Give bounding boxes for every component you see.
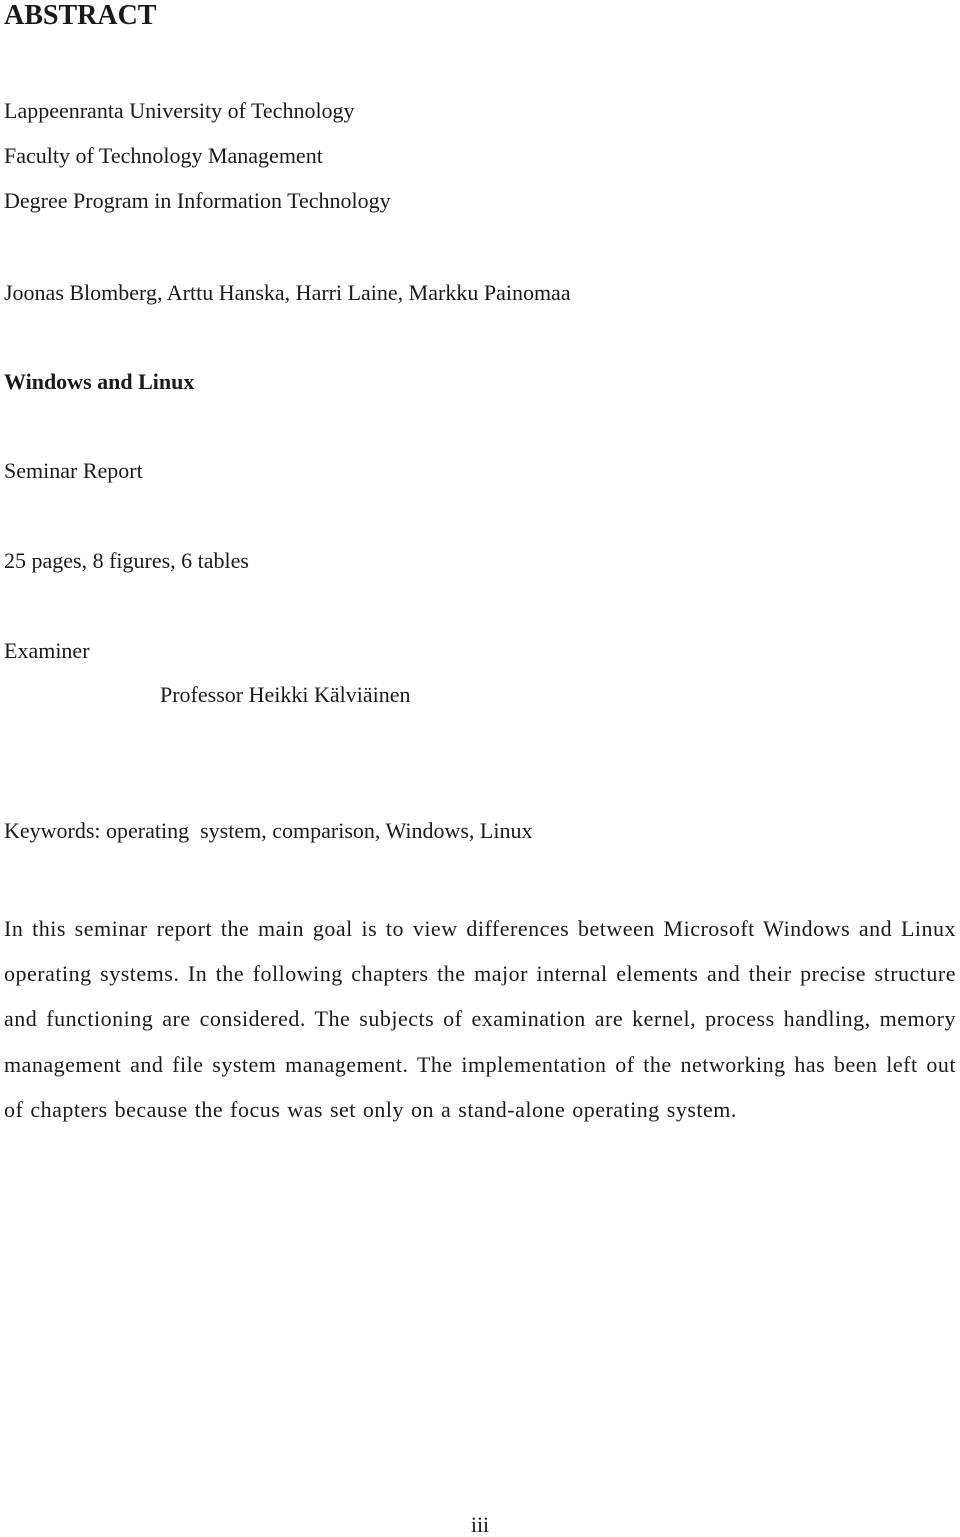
university-name: Lappeenranta University of Technology: [4, 98, 355, 123]
report-title: Windows and Linux: [4, 369, 195, 394]
abstract-body: [4, 906, 956, 1132]
abstract-heading: ABSTRACT: [4, 0, 157, 31]
keywords-line: Keywords: operating system, comparison, Windows, Linux: [4, 818, 533, 843]
examiner-name: Professor Heikki Kälviäinen: [160, 682, 411, 707]
faculty-name: Faculty of Technology Management: [4, 143, 323, 168]
report-stats: 25 pages, 8 figures, 6 tables: [4, 548, 249, 573]
degree-program: Degree Program in Information Technology: [4, 188, 391, 213]
abstract-paragraph: In this seminar report the main goal is to view differences between Microsoft Windows and Linux operating systems. In the following chapters the major internal elements and their precise structure and functioning are considered. The subjects of examination are kernel, process handling, memory management and file system management. The implementation of the networking has been left out of chapters because the focus was set only on a stand-alone operating system.: [4, 916, 956, 1122]
report-type: Seminar Report: [4, 458, 143, 483]
page-number: iii: [470, 1512, 490, 1537]
authors-line: Joonas Blomberg, Arttu Hanska, Harri Laine, Markku Painomaa: [4, 280, 571, 305]
examiner-label: Examiner: [4, 638, 90, 663]
